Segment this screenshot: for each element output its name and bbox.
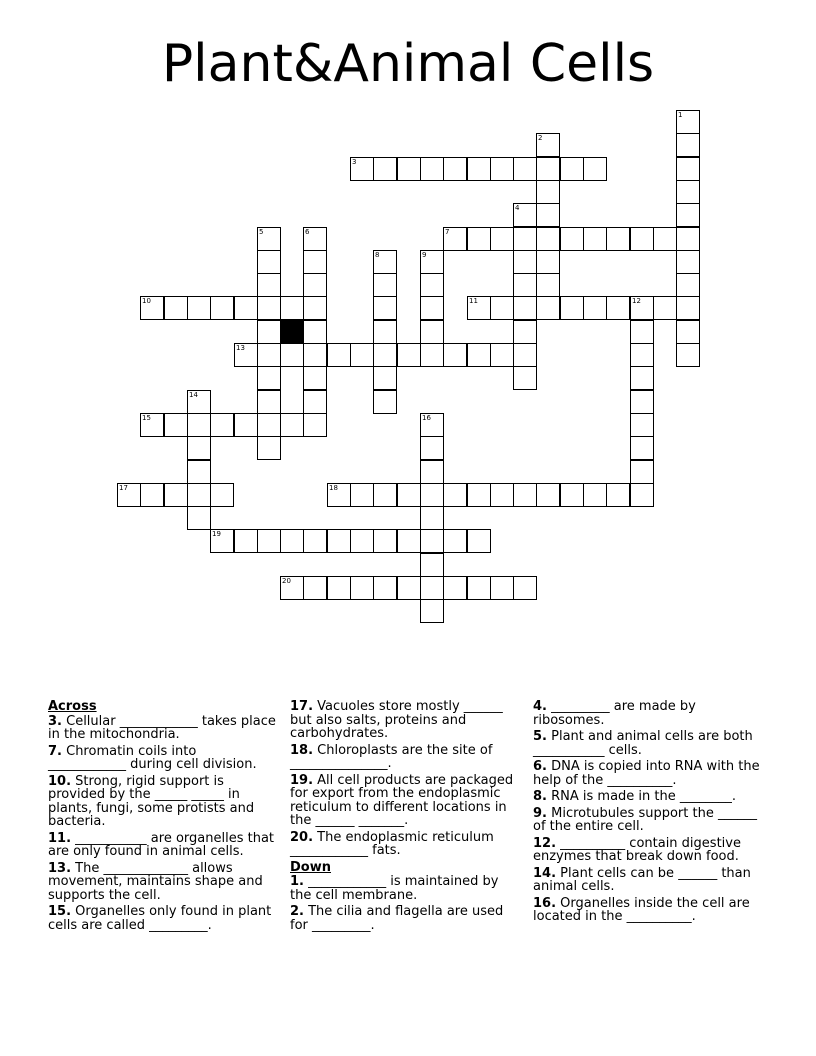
crossword-cell[interactable] (536, 203, 560, 227)
crossword-cell[interactable] (210, 483, 234, 507)
crossword-cell[interactable] (443, 529, 467, 553)
crossword-cell[interactable] (397, 529, 421, 553)
clue-number: 11 (469, 297, 478, 305)
clue (533, 760, 761, 787)
crossword-cell[interactable] (187, 460, 211, 484)
crossword-cell[interactable] (140, 483, 164, 507)
crossword-cell[interactable] (303, 366, 327, 390)
clue-text: Organelles inside the cell are located in the __________. (533, 895, 750, 924)
crossword-cell[interactable] (513, 366, 537, 390)
crossword-cell[interactable] (676, 320, 700, 344)
crossword-cell[interactable] (373, 273, 397, 297)
crossword-cell[interactable] (443, 483, 467, 507)
crossword-cell[interactable] (513, 203, 537, 227)
clue (533, 867, 761, 894)
crossword-cell[interactable] (513, 320, 537, 344)
clue-number: 7. (48, 743, 62, 759)
clue (48, 745, 276, 772)
page-title: Plant&Animal Cells (161, 34, 655, 94)
crossword-cell[interactable] (676, 157, 700, 181)
crossword-cell[interactable] (257, 529, 281, 553)
crossword-cell[interactable] (373, 576, 397, 600)
crossword-cell[interactable] (630, 227, 654, 251)
crossword-cell[interactable] (443, 343, 467, 367)
clue (533, 730, 761, 757)
crossword-cell[interactable] (653, 296, 677, 320)
crossword-cell[interactable] (303, 343, 327, 367)
crossword-cell[interactable] (420, 250, 444, 274)
clue-number: 2. (290, 904, 304, 919)
crossword-cell[interactable] (234, 296, 258, 320)
crossword-cell[interactable] (257, 296, 281, 320)
crossword-cell[interactable] (373, 366, 397, 390)
clue-number: 3. (48, 713, 62, 729)
clue (290, 905, 518, 932)
crossword-cell[interactable] (630, 436, 654, 460)
clue-column-3 (533, 700, 761, 927)
crossword-cell[interactable] (327, 529, 351, 553)
crossword-block (280, 320, 304, 344)
crossword-cell[interactable] (630, 343, 654, 367)
crossword-cell[interactable] (467, 576, 491, 600)
crossword-cell[interactable] (397, 343, 421, 367)
crossword-cell[interactable] (420, 436, 444, 460)
clue (290, 774, 518, 828)
crossword-cell[interactable] (420, 343, 444, 367)
clue-number: 20. (290, 829, 314, 845)
crossword-cell[interactable] (350, 529, 374, 553)
crossword-cell[interactable] (187, 506, 211, 530)
crossword-cell[interactable] (303, 273, 327, 297)
clue-number: 6 (305, 228, 310, 236)
crossword-cell[interactable] (467, 343, 491, 367)
crossword-cell[interactable] (630, 390, 654, 414)
clue-column-2 (290, 700, 518, 935)
crossword-cell[interactable] (420, 320, 444, 344)
clue-number: 5 (259, 228, 264, 236)
clue (290, 875, 518, 902)
crossword-cell[interactable] (257, 343, 281, 367)
crossword-cell[interactable] (490, 576, 514, 600)
crossword-cell[interactable] (676, 273, 700, 297)
crossword-cell[interactable] (630, 483, 654, 507)
crossword-cell[interactable] (257, 413, 281, 437)
clue-text: The _____________ allows movement, maintains shape and supports the cell. (48, 860, 263, 903)
crossword-cell[interactable] (583, 157, 607, 181)
clue (533, 897, 761, 924)
clue-text: RNA is made in the ________. (546, 789, 737, 804)
crossword-cell[interactable] (653, 227, 677, 251)
crossword-cell[interactable] (210, 529, 234, 553)
crossword-cell[interactable] (420, 506, 444, 530)
clue-text: DNA is copied into RNA with the help of the __________. (533, 759, 760, 788)
clue-number: 20 (282, 577, 291, 585)
crossword-cell[interactable] (210, 413, 234, 437)
crossword-cell[interactable] (420, 553, 444, 577)
crossword-cell[interactable] (397, 576, 421, 600)
crossword-cell[interactable] (513, 227, 537, 251)
clue-number: 4. (533, 699, 547, 714)
crossword-cell[interactable] (513, 273, 537, 297)
crossword-cell[interactable] (536, 483, 560, 507)
crossword-cell[interactable] (676, 227, 700, 251)
crossword-cell[interactable] (467, 296, 491, 320)
clue-number: 16 (422, 414, 431, 422)
crossword-cell[interactable] (513, 250, 537, 274)
clue (48, 775, 276, 829)
crossword-cell[interactable] (536, 273, 560, 297)
clue-text: ____________ is maintained by the cell membrane. (290, 874, 499, 903)
clue-number: 15. (48, 904, 72, 919)
clue-number: 14. (533, 865, 557, 881)
clue-text: The cilia and flagella are used for _________. (290, 904, 504, 933)
crossword-cell[interactable] (257, 390, 281, 414)
crossword-cell[interactable] (350, 576, 374, 600)
clue-number: 8. (533, 789, 547, 804)
crossword-cell[interactable] (420, 296, 444, 320)
crossword-cell[interactable] (560, 483, 584, 507)
crossword-cell[interactable] (164, 483, 188, 507)
crossword-cell[interactable] (536, 157, 560, 181)
crossword-cell[interactable] (140, 296, 164, 320)
clue-text: Organelles only found in plant cells are called _________. (48, 904, 272, 933)
clue (290, 744, 518, 771)
crossword-cell[interactable] (350, 343, 374, 367)
crossword-cell[interactable] (187, 436, 211, 460)
crossword-cell[interactable] (187, 390, 211, 414)
clue-number: 18 (329, 484, 338, 492)
clue-number: 6. (533, 759, 547, 774)
clue-text: Vacuoles store mostly ______ but also salts, proteins and carbohydrates. (290, 699, 503, 741)
crossword-cell[interactable] (373, 157, 397, 181)
clue-number: 14 (189, 391, 198, 399)
crossword-cell[interactable] (350, 157, 374, 181)
clue-text: ___________ are organelles that are only found in animal cells. (48, 830, 275, 859)
crossword-cell[interactable] (420, 157, 444, 181)
clue-number: 17 (119, 484, 128, 492)
crossword-cell[interactable] (606, 483, 630, 507)
crossword-cell[interactable] (420, 529, 444, 553)
clue-number: 1 (678, 111, 683, 119)
clue-number: 7 (445, 228, 450, 236)
crossword-cell[interactable] (420, 599, 444, 623)
crossword-cell[interactable] (303, 390, 327, 414)
clue-column-1 (48, 700, 276, 935)
crossword-cell[interactable] (676, 133, 700, 157)
crossword-cell[interactable] (164, 296, 188, 320)
crossword-cell[interactable] (536, 133, 560, 157)
crossword-cell[interactable] (257, 320, 281, 344)
crossword-cell[interactable] (303, 320, 327, 344)
clue-number: 10 (142, 297, 151, 305)
crossword-cell[interactable] (373, 483, 397, 507)
crossword-cell[interactable] (350, 483, 374, 507)
clue (533, 790, 761, 804)
crossword-cell[interactable] (373, 296, 397, 320)
clue-number: 17. (290, 699, 314, 714)
clue-text: _________ are made by ribosomes. (533, 699, 696, 728)
crossword-cell[interactable] (606, 296, 630, 320)
crossword-cell[interactable] (560, 227, 584, 251)
clue-number: 9 (422, 251, 427, 259)
clue-number: 10. (48, 773, 72, 789)
crossword-cell[interactable] (280, 413, 304, 437)
clue (48, 832, 276, 859)
crossword-cell[interactable] (490, 343, 514, 367)
crossword-cell[interactable] (303, 296, 327, 320)
crossword-cell[interactable] (513, 296, 537, 320)
clue-number: 18. (290, 742, 314, 758)
crossword-cell[interactable] (490, 227, 514, 251)
clue-text: Cellular ____________ takes place in the mitochondria. (48, 713, 276, 742)
clue (290, 831, 518, 858)
crossword-cell[interactable] (513, 576, 537, 600)
crossword-cell[interactable] (373, 529, 397, 553)
crossword-cell[interactable] (467, 483, 491, 507)
crossword-cell[interactable] (630, 320, 654, 344)
crossword-cell[interactable] (397, 483, 421, 507)
crossword-cell[interactable] (280, 576, 304, 600)
crossword-cell[interactable] (443, 576, 467, 600)
clue-number: 5. (533, 729, 547, 744)
clue-number: 12. (533, 835, 557, 851)
crossword-cell[interactable] (187, 296, 211, 320)
crossword-cell[interactable] (606, 227, 630, 251)
crossword-cell[interactable] (676, 110, 700, 134)
clue-number: 15 (142, 414, 151, 422)
crossword-cell[interactable] (280, 296, 304, 320)
clue-text: Chromatin coils into ____________ during cell division. (48, 743, 257, 772)
crossword-cell[interactable] (560, 157, 584, 181)
crossword-cell[interactable] (280, 343, 304, 367)
clue (48, 905, 276, 932)
crossword-cell[interactable] (630, 413, 654, 437)
crossword-cell[interactable] (536, 250, 560, 274)
clue-text: Strong, rigid support is provided by the _____ _____ in plants, fungi, some protists and bacteria. (48, 773, 255, 829)
crossword-cell[interactable] (257, 436, 281, 460)
crossword-cell[interactable] (467, 529, 491, 553)
clue-number: 13 (236, 344, 245, 352)
crossword-cell[interactable] (630, 296, 654, 320)
crossword-cell[interactable] (420, 273, 444, 297)
crossword-cell[interactable] (280, 529, 304, 553)
clue-number: 2 (538, 134, 543, 142)
crossword-cell[interactable] (257, 227, 281, 251)
crossword-cell[interactable] (327, 483, 351, 507)
clue-number: 19. (290, 772, 314, 788)
crossword-cell[interactable] (420, 413, 444, 437)
crossword-cell[interactable] (536, 180, 560, 204)
clue-number: 3 (352, 158, 357, 166)
crossword-cell[interactable] (536, 296, 560, 320)
clue-number: 9. (533, 805, 547, 821)
crossword-cell[interactable] (583, 296, 607, 320)
crossword-cell[interactable] (513, 483, 537, 507)
crossword-cell[interactable] (420, 460, 444, 484)
crossword-cell[interactable] (187, 413, 211, 437)
crossword-cell[interactable] (373, 343, 397, 367)
crossword-cell[interactable] (140, 413, 164, 437)
crossword-cell[interactable] (583, 483, 607, 507)
clue-text: Chloroplasts are the site of _______________. (290, 742, 493, 771)
crossword-cell[interactable] (467, 227, 491, 251)
crossword-cell[interactable] (373, 390, 397, 414)
crossword-cell[interactable] (327, 343, 351, 367)
crossword-cell[interactable] (303, 250, 327, 274)
crossword-cell[interactable] (164, 413, 188, 437)
clue-number: 11. (48, 830, 72, 846)
clue (533, 700, 761, 727)
crossword-cell[interactable] (303, 227, 327, 251)
clue (290, 700, 518, 741)
clue-number: 16. (533, 895, 557, 911)
crossword-cell[interactable] (676, 296, 700, 320)
crossword-cell[interactable] (397, 157, 421, 181)
clue-number: 19 (212, 530, 221, 538)
crossword-cell[interactable] (443, 227, 467, 251)
clue-text: The endoplasmic reticulum ____________ fats. (290, 829, 494, 858)
clue (48, 862, 276, 903)
clue (533, 807, 761, 834)
crossword-cell[interactable] (257, 273, 281, 297)
crossword-cell[interactable] (373, 320, 397, 344)
clue-number: 13. (48, 860, 72, 876)
clue-text: All cell products are packaged for export from the endoplasmic reticulum to different locations in the ______ _______. (290, 772, 514, 828)
crossword-cell[interactable] (373, 250, 397, 274)
crossword-cell[interactable] (583, 227, 607, 251)
crossword-cell[interactable] (303, 576, 327, 600)
crossword-cell[interactable] (676, 203, 700, 227)
crossword-cell[interactable] (234, 413, 258, 437)
crossword-cell[interactable] (420, 483, 444, 507)
clue-text: Plant cells can be ______ than animal cells. (533, 865, 751, 894)
crossword-cell[interactable] (257, 366, 281, 390)
clue (533, 837, 761, 864)
crossword-cell[interactable] (676, 343, 700, 367)
clue-number: 4 (515, 204, 520, 212)
crossword-cell[interactable] (676, 180, 700, 204)
crossword-cell[interactable] (303, 529, 327, 553)
clue-text: __________ contain digestive enzymes that break down food. (533, 835, 741, 864)
clue-number: 1. (290, 874, 304, 889)
crossword-cell[interactable] (420, 576, 444, 600)
crossword-cell[interactable] (443, 157, 467, 181)
clue-text: Microtubules support the ______ of the entire cell. (533, 805, 757, 834)
crossword-cell[interactable] (630, 460, 654, 484)
crossword-cell[interactable] (117, 483, 141, 507)
crossword-cell[interactable] (210, 296, 234, 320)
down-heading: Down (290, 859, 331, 875)
crossword-cell[interactable] (467, 157, 491, 181)
crossword-cell[interactable] (560, 296, 584, 320)
crossword-cell[interactable] (234, 343, 258, 367)
clue (48, 715, 276, 742)
clue-number: 8 (375, 251, 380, 259)
crossword-cell[interactable] (513, 157, 537, 181)
crossword-cell[interactable] (630, 366, 654, 390)
crossword-cell[interactable] (327, 576, 351, 600)
crossword-cell[interactable] (490, 483, 514, 507)
crossword-cell[interactable] (676, 250, 700, 274)
across-heading: Across (48, 699, 97, 714)
crossword-cell[interactable] (536, 227, 560, 251)
clue-number: 12 (632, 297, 641, 305)
crossword-cell[interactable] (187, 483, 211, 507)
crossword-cell[interactable] (234, 529, 258, 553)
crossword-cell[interactable] (513, 343, 537, 367)
clue-text: Plant and animal cells are both ___________ cells. (533, 729, 753, 758)
crossword-cell[interactable] (490, 296, 514, 320)
crossword-cell[interactable] (490, 157, 514, 181)
crossword-cell[interactable] (303, 413, 327, 437)
crossword-cell[interactable] (257, 250, 281, 274)
